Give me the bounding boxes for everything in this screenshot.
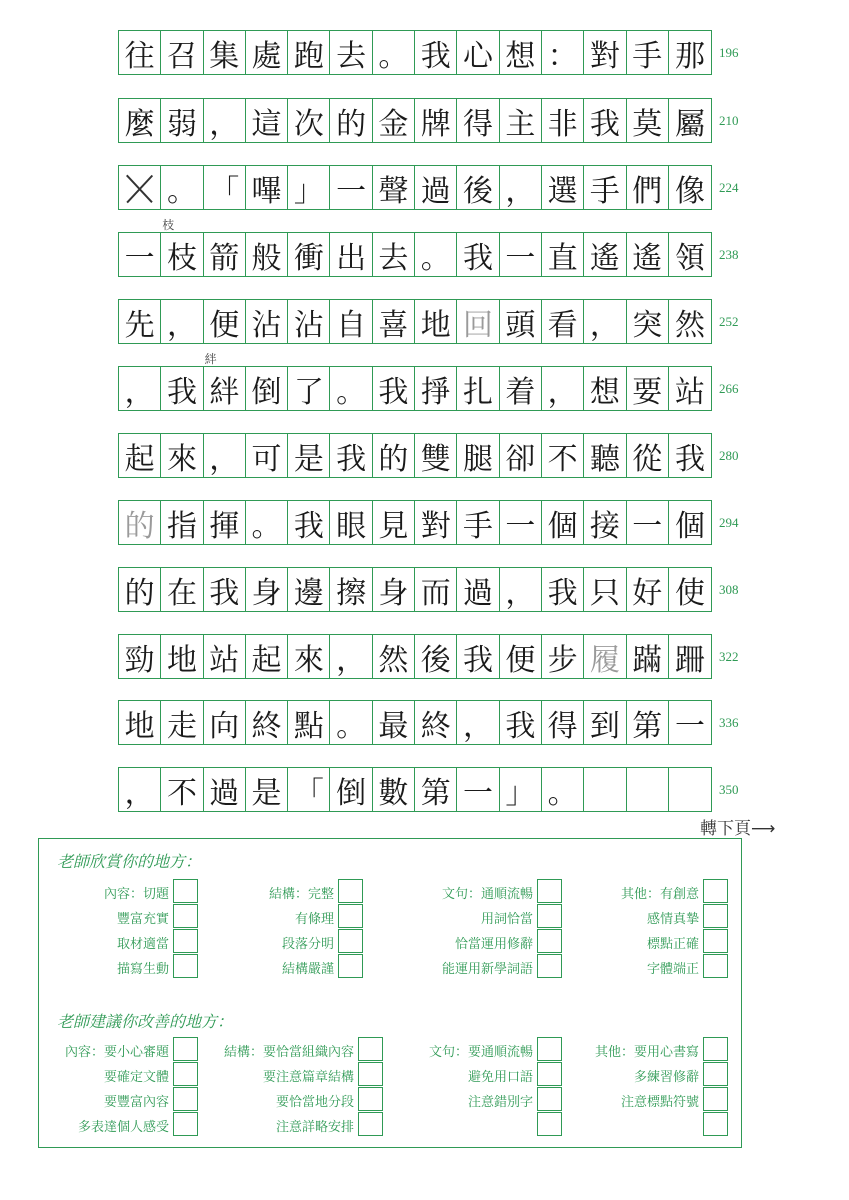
grid-cell: 那 (675, 38, 705, 74)
grid-cell: 沾 (246, 300, 288, 343)
grid-cell: 手 (627, 31, 669, 74)
grid-row (118, 634, 712, 679)
grid-cell: 領 (675, 240, 705, 276)
feedback-label: 用詞恰當 (480, 912, 533, 927)
grid-cell: 金 (373, 99, 415, 142)
feedback-label: 有條理 (294, 912, 334, 927)
grid-cell: 向 (204, 701, 246, 744)
grid-cell: 倒 (330, 768, 372, 811)
row-char-count: 294 (719, 515, 739, 530)
feedback-label: 其他：有創意 (620, 887, 699, 902)
grid-cell: 得 (542, 701, 584, 744)
grid-cell: 看 (542, 300, 584, 343)
feedback-checkbox[interactable] (703, 954, 728, 978)
grid-cell: ， (584, 300, 626, 343)
grid-cell: 要 (627, 367, 669, 410)
row-char-count: 308 (719, 582, 739, 597)
grid-cell: 我 (415, 31, 457, 74)
grid-cell: 第 (415, 768, 457, 811)
grid-cell: 非 (542, 99, 584, 142)
feedback-label: 注意標點符號 (620, 1095, 699, 1110)
grid-cell: 的 (373, 434, 415, 477)
feedback-label: 多練習修辭 (633, 1070, 699, 1085)
feedback-label: 字體端正 (646, 962, 699, 977)
row-char-count: 266 (719, 381, 739, 396)
row-char-count: 252 (719, 314, 739, 329)
grid-cell: 選 (542, 166, 584, 209)
grid-cell: 起 (119, 434, 161, 477)
grid-cell: 。 (246, 501, 288, 544)
grid-cell: 一 (500, 233, 542, 276)
grid-row (118, 433, 712, 478)
grid-cell: 見 (373, 501, 415, 544)
row-char-count: 280 (719, 448, 739, 463)
grid-cell: 履 (584, 635, 626, 678)
feedback-checkbox[interactable] (358, 1037, 383, 1061)
grid-cell: 掙 (415, 367, 457, 410)
grid-cell: 我 (373, 367, 415, 410)
grid-cell: 個 (542, 501, 584, 544)
grid-cell: 最 (373, 701, 415, 744)
feedback-checkbox[interactable] (173, 1062, 198, 1086)
feedback-label: 要恰當地分段 (275, 1095, 354, 1110)
grid-cell: 個 (675, 508, 705, 544)
grid-cell: 一 (675, 708, 705, 744)
grid-cell: 莫 (627, 99, 669, 142)
grid-cell: ， (542, 367, 584, 410)
grid-cell: 我 (500, 701, 542, 744)
grid-cell: 着 (500, 367, 542, 410)
feedback-checkbox[interactable] (537, 1087, 562, 1111)
grid-cell: 的 (330, 99, 372, 142)
grid-cell: 麼 (119, 99, 161, 142)
grid-cell: 步 (542, 635, 584, 678)
grid-cell: 弱 (161, 99, 203, 142)
feedback-checkbox[interactable] (173, 904, 198, 928)
correction-annotation: 枝 (162, 218, 175, 232)
row-char-count: 210 (719, 113, 739, 128)
feedback-checkbox[interactable] (338, 954, 363, 978)
grid-cell: 好 (627, 568, 669, 611)
feedback-label: 其他：要用心書寫 (594, 1045, 699, 1060)
grid-cell: 終 (415, 701, 457, 744)
grid-cell: 一 (457, 768, 499, 811)
grid-cell: 次 (288, 99, 330, 142)
grid-cell: 先 (119, 300, 161, 343)
appreciate-title: 老師欣賞你的地方： (57, 852, 202, 871)
feedback-checkbox[interactable] (173, 1087, 198, 1111)
grid-cell: 可 (246, 434, 288, 477)
feedback-checkbox[interactable] (338, 904, 363, 928)
feedback-label: 注意錯別字 (467, 1095, 533, 1110)
grid-cell: 主 (500, 99, 542, 142)
feedback-checkbox[interactable] (338, 879, 363, 903)
feedback-checkbox[interactable] (358, 1112, 383, 1136)
grid-cell: 像 (675, 173, 705, 209)
feedback-label: 注意詳略安排 (275, 1120, 354, 1135)
grid-cell: 一 (627, 501, 669, 544)
feedback-label: 內容：切題 (103, 887, 169, 902)
grid-cell: ， (119, 768, 161, 811)
grid-cell: 我 (457, 635, 499, 678)
feedback-checkbox[interactable] (537, 1112, 562, 1136)
row-char-count: 238 (719, 247, 739, 262)
turn-page-note: 轉下頁⟶ (700, 819, 776, 839)
grid-cell: 扎 (457, 367, 499, 410)
feedback-label: 描寫生動 (116, 962, 169, 977)
feedback-checkbox[interactable] (537, 929, 562, 953)
grid-cell: 召 (161, 31, 203, 74)
grid-cell: 不 (542, 434, 584, 477)
grid-cell: 想 (584, 367, 626, 410)
feedback-checkbox[interactable] (537, 904, 562, 928)
grid-cell: 喜 (373, 300, 415, 343)
feedback-label: 段落分明 (281, 937, 334, 952)
feedback-label: 恰當運用修辭 (454, 937, 533, 952)
feedback-label: 要確定文體 (103, 1070, 169, 1085)
grid-cell-empty (627, 768, 669, 811)
grid-row (118, 98, 712, 143)
grid-cell: 頭 (500, 300, 542, 343)
feedback-label: 豐富充實 (116, 912, 169, 927)
grid-cell: ， (204, 99, 246, 142)
grid-row (118, 30, 712, 75)
grid-cell: ， (204, 434, 246, 477)
grid-cell: 蹣 (627, 635, 669, 678)
grid-cell: 數 (373, 768, 415, 811)
grid-cell: 走 (161, 701, 203, 744)
grid-cell-empty (119, 166, 161, 209)
feedback-checkbox[interactable] (537, 879, 562, 903)
grid-cell: 只 (584, 568, 626, 611)
grid-cell: 身 (246, 568, 288, 611)
grid-cell: 。 (542, 768, 584, 811)
grid-cell: 地 (161, 635, 203, 678)
grid-cell: 直 (542, 233, 584, 276)
grid-cell: 嗶 (246, 166, 288, 209)
grid-cell: 的 (119, 568, 161, 611)
row-char-count: 350 (719, 782, 739, 797)
grid-cell: 手 (584, 166, 626, 209)
grid-row (118, 366, 712, 411)
grid-cell: 跚 (675, 642, 705, 678)
grid-cell: 突 (627, 300, 669, 343)
grid-cell: 集 (204, 31, 246, 74)
grid-cell: 地 (119, 701, 161, 744)
feedback-label: 感情真摯 (646, 912, 699, 927)
grid-cell: 想 (500, 31, 542, 74)
grid-row (118, 700, 712, 745)
feedback-label: 文句：通順流暢 (441, 887, 533, 902)
feedback-label: 取材適當 (116, 937, 169, 952)
grid-cell: 對 (415, 501, 457, 544)
correction-annotation: 絆 (204, 352, 217, 366)
grid-cell: 。 (330, 367, 372, 410)
grid-cell: 過 (204, 768, 246, 811)
feedback-checkbox[interactable] (173, 1112, 198, 1136)
grid-cell: 在 (161, 568, 203, 611)
grid-cell: 地 (415, 300, 457, 343)
grid-cell: 處 (246, 31, 288, 74)
grid-cell: 絆 (204, 367, 246, 410)
feedback-label: 結構：要恰當組織內容 (223, 1045, 354, 1060)
grid-cell: 雙 (415, 434, 457, 477)
grid-cell: 到 (584, 701, 626, 744)
grid-cell: 去 (373, 233, 415, 276)
grid-cell: 來 (288, 635, 330, 678)
grid-cell: 是 (246, 768, 288, 811)
grid-cell: 過 (457, 568, 499, 611)
grid-cell: 去 (330, 31, 372, 74)
grid-cell: 一 (500, 501, 542, 544)
grid-cell: 卻 (500, 434, 542, 477)
grid-cell: 邊 (288, 568, 330, 611)
grid-cell: 便 (204, 300, 246, 343)
feedback-label: 能運用新學詞語 (441, 962, 533, 977)
row-char-count: 224 (719, 180, 739, 195)
feedback-checkbox[interactable] (358, 1087, 383, 1111)
grid-cell: 來 (161, 434, 203, 477)
grid-cell: 我 (542, 568, 584, 611)
grid-cell: 終 (246, 701, 288, 744)
grid-cell: 擦 (330, 568, 372, 611)
grid-cell: 沾 (288, 300, 330, 343)
grid-cell: 我 (161, 367, 203, 410)
grid-cell: 我 (330, 434, 372, 477)
feedback-checkbox[interactable] (358, 1062, 383, 1086)
feedback-checkbox[interactable] (703, 1087, 728, 1111)
grid-cell: 使 (675, 575, 705, 611)
grid-cell: 。 (373, 31, 415, 74)
feedback-checkbox[interactable] (703, 1037, 728, 1061)
feedback-checkbox[interactable] (703, 879, 728, 903)
feedback-checkbox[interactable] (703, 1112, 728, 1136)
grid-cell: 對 (584, 31, 626, 74)
grid-cell: 」 (500, 768, 542, 811)
grid-cell: 箭 (204, 233, 246, 276)
grid-cell: 牌 (415, 99, 457, 142)
grid-cell: 然 (675, 307, 705, 343)
grid-cell: ： (542, 31, 584, 74)
feedback-label: 結構：完整 (268, 887, 334, 902)
feedback-checkbox[interactable] (537, 1062, 562, 1086)
grid-cell: 這 (246, 99, 288, 142)
grid-cell: 點 (288, 701, 330, 744)
grid-cell: 我 (204, 568, 246, 611)
grid-cell: 屬 (675, 106, 705, 142)
grid-cell: 便 (500, 635, 542, 678)
grid-cell: 然 (373, 635, 415, 678)
row-char-count: 336 (719, 715, 739, 730)
feedback-label: 多表達個人感受 (77, 1120, 169, 1135)
grid-cell: 枝 (161, 233, 203, 276)
grid-cell: 「 (288, 768, 330, 811)
grid-cell: 出 (330, 233, 372, 276)
grid-cell: 從 (627, 434, 669, 477)
feedback-label: 要豐富內容 (103, 1095, 169, 1110)
feedback-checkbox[interactable] (537, 1037, 562, 1061)
grid-cell: ， (457, 701, 499, 744)
grid-row (118, 299, 712, 344)
grid-cell: 。 (415, 233, 457, 276)
grid-cell: 」 (288, 166, 330, 209)
grid-cell: 我 (288, 501, 330, 544)
grid-cell: 們 (627, 166, 669, 209)
feedback-checkbox[interactable] (703, 904, 728, 928)
grid-row (118, 767, 712, 812)
grid-cell: 身 (373, 568, 415, 611)
grid-cell: 我 (675, 441, 705, 477)
grid-cell-empty (669, 768, 711, 811)
grid-cell: 遙 (627, 233, 669, 276)
grid-cell: ， (500, 166, 542, 209)
feedback-label: 標點正確 (646, 937, 699, 952)
grid-cell: 我 (457, 233, 499, 276)
feedback-label: 文句：要通順流暢 (428, 1045, 533, 1060)
grid-cell: 遙 (584, 233, 626, 276)
grid-cell: 腿 (457, 434, 499, 477)
feedback-label: 要注意篇章結構 (262, 1070, 354, 1085)
grid-cell: 起 (246, 635, 288, 678)
grid-cell: 一 (119, 233, 161, 276)
grid-cell: ， (119, 367, 161, 410)
grid-cell: 。 (330, 701, 372, 744)
grid-cell: 我 (584, 99, 626, 142)
grid-row (118, 165, 712, 210)
feedback-label: 結構嚴謹 (281, 962, 334, 977)
grid-row (118, 567, 712, 612)
grid-cell: 聲 (373, 166, 415, 209)
grid-cell: ， (500, 568, 542, 611)
grid-cell: 了 (288, 367, 330, 410)
grid-cell: 聽 (584, 434, 626, 477)
row-char-count: 322 (719, 649, 739, 664)
feedback-checkbox[interactable] (173, 1037, 198, 1061)
grid-cell: 往 (119, 31, 161, 74)
feedback-checkbox[interactable] (703, 1062, 728, 1086)
teacher-feedback-box (38, 838, 742, 1148)
grid-cell: 接 (584, 501, 626, 544)
grid-cell: 倒 (246, 367, 288, 410)
grid-cell: 跑 (288, 31, 330, 74)
grid-cell: 是 (288, 434, 330, 477)
grid-cell: 得 (457, 99, 499, 142)
feedback-label: 避免用口語 (467, 1070, 533, 1085)
grid-cell: 勁 (119, 635, 161, 678)
grid-cell: 衝 (288, 233, 330, 276)
grid-cell: ， (161, 300, 203, 343)
grid-row (118, 232, 712, 277)
grid-cell: 自 (330, 300, 372, 343)
grid-cell: 而 (415, 568, 457, 611)
feedback-checkbox[interactable] (173, 929, 198, 953)
grid-cell: 不 (161, 768, 203, 811)
grid-cell: 過 (415, 166, 457, 209)
grid-cell: 揮 (204, 501, 246, 544)
grid-cell: 心 (457, 31, 499, 74)
grid-cell: 「 (204, 166, 246, 209)
grid-cell: 的 (119, 501, 161, 544)
grid-cell: 後 (457, 166, 499, 209)
feedback-checkbox[interactable] (173, 879, 198, 903)
grid-cell: 回 (457, 300, 499, 343)
grid-cell: ， (330, 635, 372, 678)
grid-cell: 。 (161, 166, 203, 209)
grid-cell: 手 (457, 501, 499, 544)
row-char-count: 196 (719, 45, 739, 60)
feedback-checkbox[interactable] (537, 954, 562, 978)
improve-title: 老師建議你改善的地方： (57, 1012, 234, 1031)
grid-row (118, 500, 712, 545)
feedback-checkbox[interactable] (338, 929, 363, 953)
grid-cell-empty (584, 768, 626, 811)
feedback-checkbox[interactable] (173, 954, 198, 978)
feedback-label: 內容：要小心審題 (64, 1045, 169, 1060)
grid-cell: 般 (246, 233, 288, 276)
grid-cell: 一 (330, 166, 372, 209)
feedback-checkbox[interactable] (703, 929, 728, 953)
grid-cell: 站 (204, 635, 246, 678)
grid-cell: 站 (675, 374, 705, 410)
grid-cell: 第 (627, 701, 669, 744)
grid-cell: 後 (415, 635, 457, 678)
grid-cell: 指 (161, 501, 203, 544)
grid-cell: 眼 (330, 501, 372, 544)
